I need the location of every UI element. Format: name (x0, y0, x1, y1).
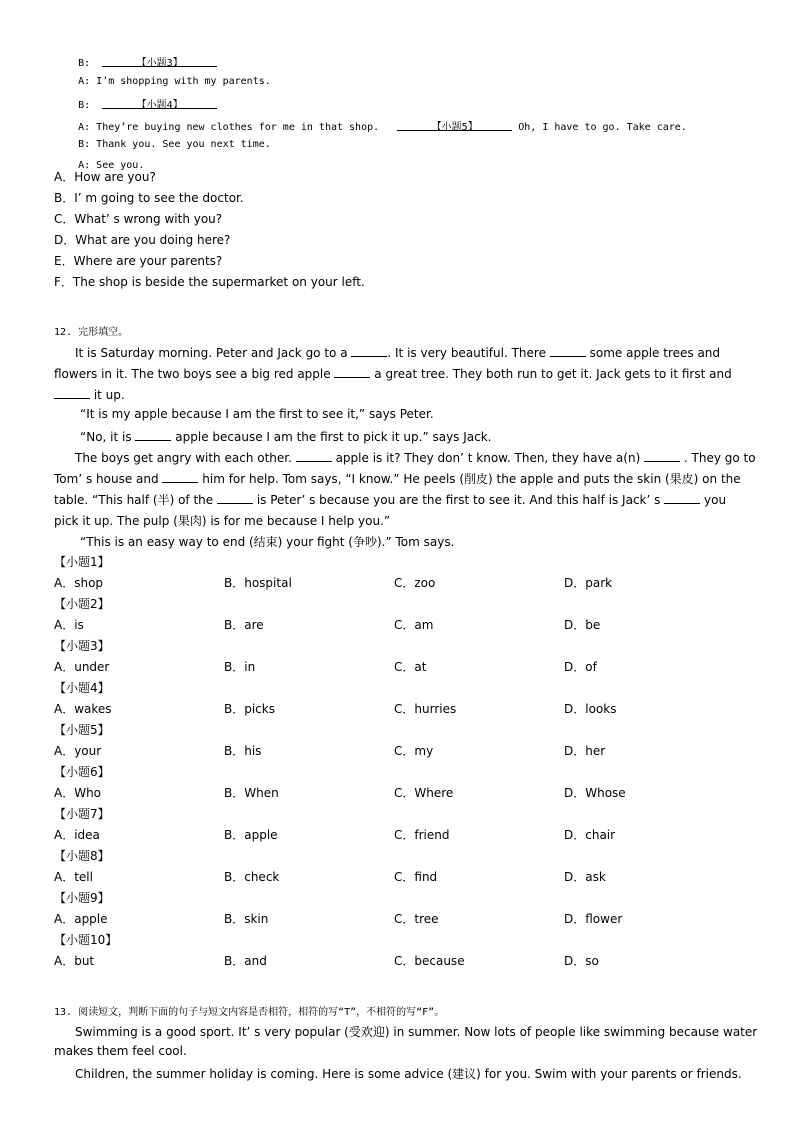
subquestion-label: 【小题7】 (54, 807, 110, 821)
passage-line: It is Saturday morning. Peter and Jack go to a . It is very beautiful. There some apple trees and (75, 346, 721, 360)
speaker: B: (78, 58, 91, 69)
option-d[interactable]: D．chair (564, 828, 616, 842)
passage-line: flowers in it. The two boys see a big red apple a great tree. They both run to get it. Jack gets to it first and (54, 367, 732, 381)
option-a[interactable]: A．is (54, 618, 84, 632)
subquestion-label: 【小题2】 (54, 597, 110, 611)
option-a[interactable]: A．under (54, 660, 110, 674)
dialogue-text: They’re buying new clothes for me in that shop. (96, 122, 380, 133)
dialogue-text: Thank you. See you next time. (96, 139, 271, 150)
option-c[interactable]: C．tree (394, 912, 439, 926)
answer-blank[interactable]: 【小题3】 (102, 54, 217, 67)
question-12-heading: 12. 完形填空。 (54, 327, 129, 338)
option-c[interactable]: C．am (394, 618, 434, 632)
passage-line: “No, it is apple because I am the first to pick it up.” says Jack. (80, 430, 492, 444)
option-b[interactable]: B．his (224, 744, 262, 758)
option-c[interactable]: C．friend (394, 828, 450, 842)
passage-line: “It is my apple because I am the first to see it,” says Peter. (80, 407, 434, 421)
choice-a: A．How are you? (54, 170, 156, 184)
option-b[interactable]: B．hospital (224, 576, 292, 590)
option-a[interactable]: A．your (54, 744, 102, 758)
choice-f: F．The shop is beside the supermarket on your left. (54, 275, 365, 289)
subquestion-label: 【小题8】 (54, 849, 110, 863)
option-d[interactable]: D．looks (564, 702, 617, 716)
option-d[interactable]: D．her (564, 744, 606, 758)
subquestion-label: 【小题4】 (54, 681, 110, 695)
cloze-blank-1[interactable] (351, 344, 387, 357)
passage-line: “This is an easy way to end (结束) your fight (争吵).” Tom says. (80, 535, 455, 549)
option-b[interactable]: B．picks (224, 702, 275, 716)
option-b[interactable]: B．check (224, 870, 280, 884)
option-d[interactable]: D．flower (564, 912, 623, 926)
option-d[interactable]: D．be (564, 618, 601, 632)
dialogue-text: See you. (96, 160, 145, 171)
subquestion-label: 【小题6】 (54, 765, 110, 779)
passage-line: Swimming is a good sport. It’ s very popular (受欢迎) in summer. Now lots of people like swimming because water (75, 1025, 758, 1039)
option-b[interactable]: B．apple (224, 828, 278, 842)
option-b[interactable]: B．When (224, 786, 279, 800)
passage-line: it up. (54, 386, 744, 402)
option-a[interactable]: A．idea (54, 828, 100, 842)
cloze-blank-4[interactable] (54, 386, 90, 399)
option-c[interactable]: C．Where (394, 786, 454, 800)
passage-line: The boys get angry with each other. apple is it? They don’ t know. Then, they have a(n) . They go to (75, 451, 756, 465)
option-b[interactable]: B．are (224, 618, 264, 632)
speaker: A: (78, 160, 91, 171)
answer-blank[interactable]: 【小题4】 (102, 96, 217, 109)
dialogue-text: I’m shopping with my parents. (96, 76, 271, 87)
cloze-blank-2[interactable] (550, 344, 586, 357)
choice-c: C．What’ s wrong with you? (54, 212, 223, 226)
cloze-blank-6[interactable] (296, 449, 332, 462)
option-d[interactable]: D．of (564, 660, 597, 674)
option-c[interactable]: C．find (394, 870, 438, 884)
option-c[interactable]: C．at (394, 660, 427, 674)
option-b[interactable]: B．skin (224, 912, 269, 926)
option-c[interactable]: C．because (394, 954, 465, 968)
choice-b: B．I’ m going to see the doctor. (54, 191, 244, 205)
passage-line: Children, the summer holiday is coming. Here is some advice (建议) for you. Swim with your parents or friends. (75, 1067, 742, 1081)
subquestion-label: 【小题9】 (54, 891, 110, 905)
option-a[interactable]: A．apple (54, 912, 108, 926)
option-b[interactable]: B．and (224, 954, 267, 968)
option-d[interactable]: D．ask (564, 870, 606, 884)
choice-d: D．What are you doing here? (54, 233, 231, 247)
option-d[interactable]: D．so (564, 954, 599, 968)
cloze-blank-3[interactable] (334, 365, 370, 378)
passage-line: table. “This half (半) of the is Peter’ s because you are the first to see it. And this half is Jack’ s you (54, 493, 727, 507)
option-d[interactable]: D．park (564, 576, 613, 590)
option-d[interactable]: D．Whose (564, 786, 626, 800)
cloze-blank-8[interactable] (162, 470, 198, 483)
option-a[interactable]: A．tell (54, 870, 93, 884)
subquestion-label: 【小题10】 (54, 933, 118, 947)
option-a[interactable]: A．shop (54, 576, 104, 590)
subquestion-label: 【小题1】 (54, 555, 110, 569)
option-b[interactable]: B．in (224, 660, 256, 674)
cloze-blank-10[interactable] (664, 491, 700, 504)
passage-line: makes them feel cool. (54, 1044, 187, 1058)
option-a[interactable]: A．but (54, 954, 95, 968)
speaker: B: (78, 100, 91, 111)
option-c[interactable]: C．hurries (394, 702, 457, 716)
passage-line: pick it up. The pulp (果肉) is for me because I help you.” (54, 514, 391, 528)
subquestion-label: 【小题5】 (54, 723, 110, 737)
answer-blank[interactable]: 【小题5】 (397, 118, 512, 131)
option-c[interactable]: C．zoo (394, 576, 436, 590)
question-13-heading: 13. 阅读短文，判断下面的句子与短文内容是否相符，相符的写“T”，不相符的写“F”。 (54, 1007, 445, 1018)
cloze-blank-5[interactable] (135, 428, 171, 441)
speaker: A: (78, 76, 91, 87)
option-a[interactable]: A．Who (54, 786, 102, 800)
cloze-blank-7[interactable] (644, 449, 680, 462)
speaker: B: (78, 139, 91, 150)
speaker: A: (78, 122, 91, 133)
dialogue-text: Oh, I have to go. Take care. (518, 122, 687, 133)
cloze-blank-9[interactable] (217, 491, 253, 504)
passage-line: Tom’ s house and him for help. Tom says, “I know.” He peels (削皮) the apple and puts the skin (果皮) on the (54, 472, 741, 486)
choice-e: E．Where are your parents? (54, 254, 223, 268)
option-c[interactable]: C．my (394, 744, 434, 758)
subquestion-label: 【小题3】 (54, 639, 110, 653)
option-a[interactable]: A．wakes (54, 702, 112, 716)
